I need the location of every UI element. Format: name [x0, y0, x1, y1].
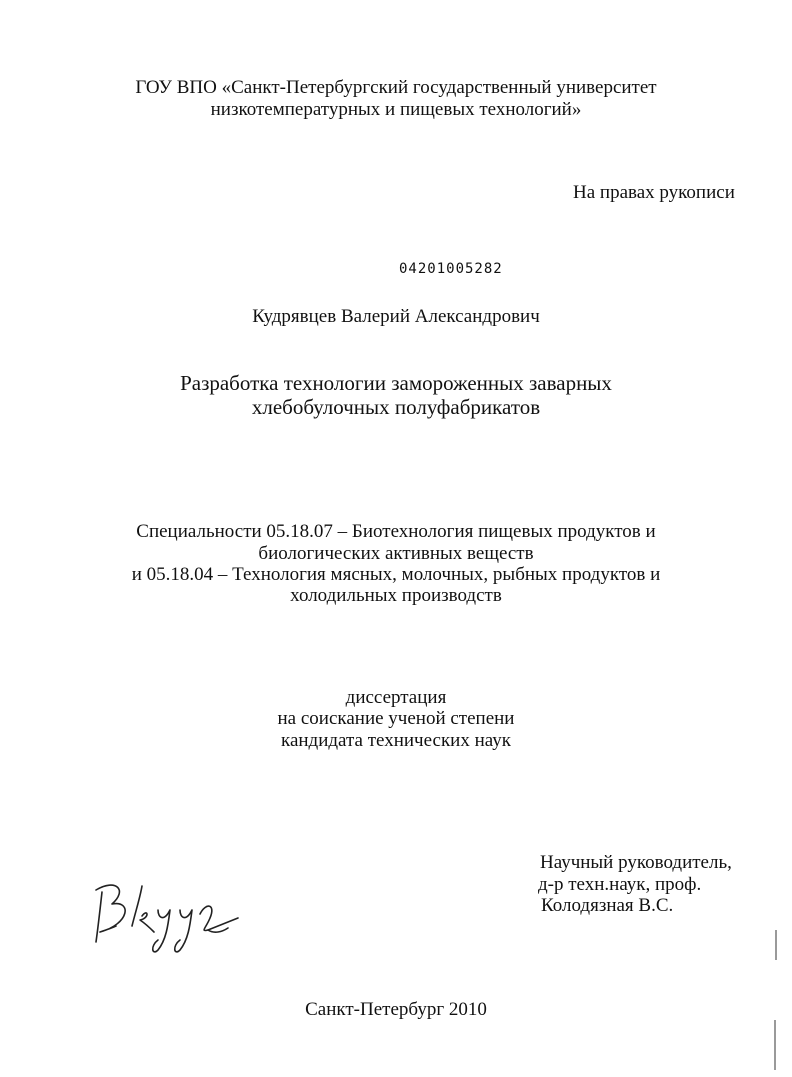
university-line-1: ГОУ ВПО «Санкт-Петербургский государственный университет — [135, 77, 657, 98]
supervisor-line-1: Научный руководитель, — [540, 852, 732, 873]
city-year: Санкт-Петербург 2010 — [305, 999, 487, 1020]
supervisor-line-2: д-р техн.наук, проф. — [538, 874, 702, 895]
scan-edge-mark — [774, 1020, 776, 1070]
university-line-2: низкотемпературных и пищевых технологий» — [210, 99, 582, 120]
specialty-line-2: биологических активных веществ — [258, 543, 534, 564]
manuscript-note: На правах рукописи — [573, 182, 735, 203]
specialty-line-1: Специальности 05.18.07 – Биотехнология пищевых продуктов и — [136, 521, 656, 542]
specialty-line-3: и 05.18.04 – Технология мясных, молочных, рыбных продуктов и — [131, 564, 661, 585]
handwritten-signature-icon — [88, 870, 248, 960]
author-name: Кудрявцев Валерий Александрович — [252, 306, 540, 327]
degree-line-3: кандидата технических наук — [281, 730, 511, 751]
thesis-title-line-2: хлебобулочных полуфабрикатов — [251, 395, 541, 419]
scan-edge-mark — [775, 930, 777, 960]
registration-code: 04201005282 — [399, 261, 503, 277]
supervisor-line-3: Колодязная В.С. — [541, 895, 674, 916]
degree-line-2: на соискание ученой степени — [277, 708, 515, 729]
degree-line-1: диссертация — [345, 687, 447, 708]
thesis-title-line-1: Разработка технологии замороженных заварных — [180, 371, 612, 395]
specialty-line-4: холодильных производств — [290, 585, 502, 606]
